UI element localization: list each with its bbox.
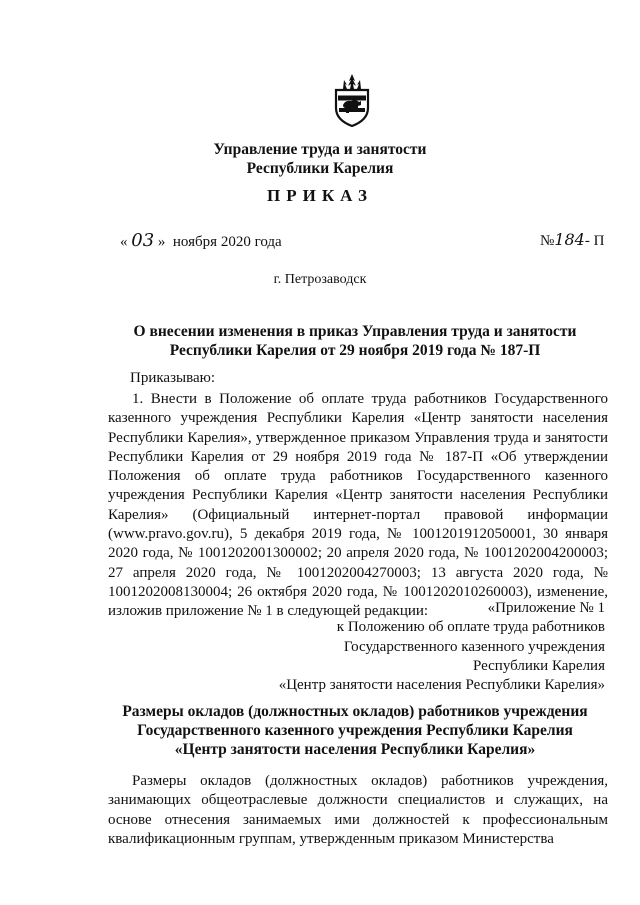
item-1-text: 1. Внести в Положение об оплате труда работников Государственного казенного учреждения Республики Карелия «Центр занятости населения Республики Карелия», утвержденное приказом Управления труда и занятости Республики Карелия от 29 ноября 2019 года № 187-П «Об утверждении Положения об оплате труда работников Государственного казенного учреждения Республики Карелия «Центр занятости населения Республики Карелия» (Официальный интернет-портал правовой информации (www.pravo.gov.ru), 5 декабря 2019 года, № 1001201912050001, 30 января 2020 года, № 1001202001300002; 20 апреля 2020 года, № 1001202004200003; 27 апреля 2020 года, № 1001202004270003; 13 августа 2020 года, № 1001202008130004; 26 октября 2020 года, № 1001202010260003), изменение, изложив приложение № 1 в следующей редакции: <box>108 391 608 620</box>
order-subject <box>100 322 610 360</box>
agency-name-line1: Управление труда и занятости <box>213 141 427 158</box>
karelia-coat-of-arms-icon <box>330 72 374 128</box>
agency-name-line2: Республики Карелия <box>246 160 394 177</box>
city: г. Петрозаводск <box>273 272 367 287</box>
salary-paragraph <box>108 772 608 849</box>
subject-line1: О внесении изменения в приказ Управления труда и занятости <box>133 323 577 340</box>
appendix-line3: Государственного казенного учреждения <box>343 638 605 655</box>
date-month-year: ноября 2020 года <box>172 234 282 250</box>
section-title-line2: Государственного казенного учреждения Республики Карелия <box>137 722 573 739</box>
order-number <box>540 230 604 250</box>
appendix-line5: «Центр занятости населения Республики Карелия» <box>278 677 605 694</box>
order-date <box>120 230 282 251</box>
subject-line2: Республики Карелия от 29 ноября 2019 года № 187-П <box>169 342 541 359</box>
appendix-line1: «Приложение № 1 <box>487 600 605 616</box>
date-close-quote: » <box>157 234 166 250</box>
date-day-handwritten: 03 <box>131 230 155 251</box>
number-prefix: № <box>540 233 555 249</box>
document-type: ПРИКАЗ <box>267 186 373 205</box>
order-item-1 <box>108 390 608 622</box>
date-open-quote: « <box>120 234 128 250</box>
appendix-heading <box>240 599 605 695</box>
section-title-line3: «Центр занятости населения Республики Карелия» <box>174 741 536 758</box>
order-word: Приказываю: <box>130 370 215 386</box>
appendix-line4: Республики Карелия <box>472 657 605 674</box>
number-handwritten: 184 <box>554 230 585 249</box>
section-title-line1: Размеры окладов (должностных окладов) работников учреждения <box>122 703 588 720</box>
number-suffix: - П <box>584 233 605 249</box>
appendix-line2: к Положению об оплате труда работников <box>336 619 605 636</box>
section-title <box>100 702 610 759</box>
salary-paragraph-text: Размеры окладов (должностных окладов) работников учреждения, занимающих общеотраслевые должности специалистов и служащих, на основе отнесения занимаемых ими должностей к профессиональным квалификационным группам, утвержденным приказом Министерства <box>108 773 608 847</box>
